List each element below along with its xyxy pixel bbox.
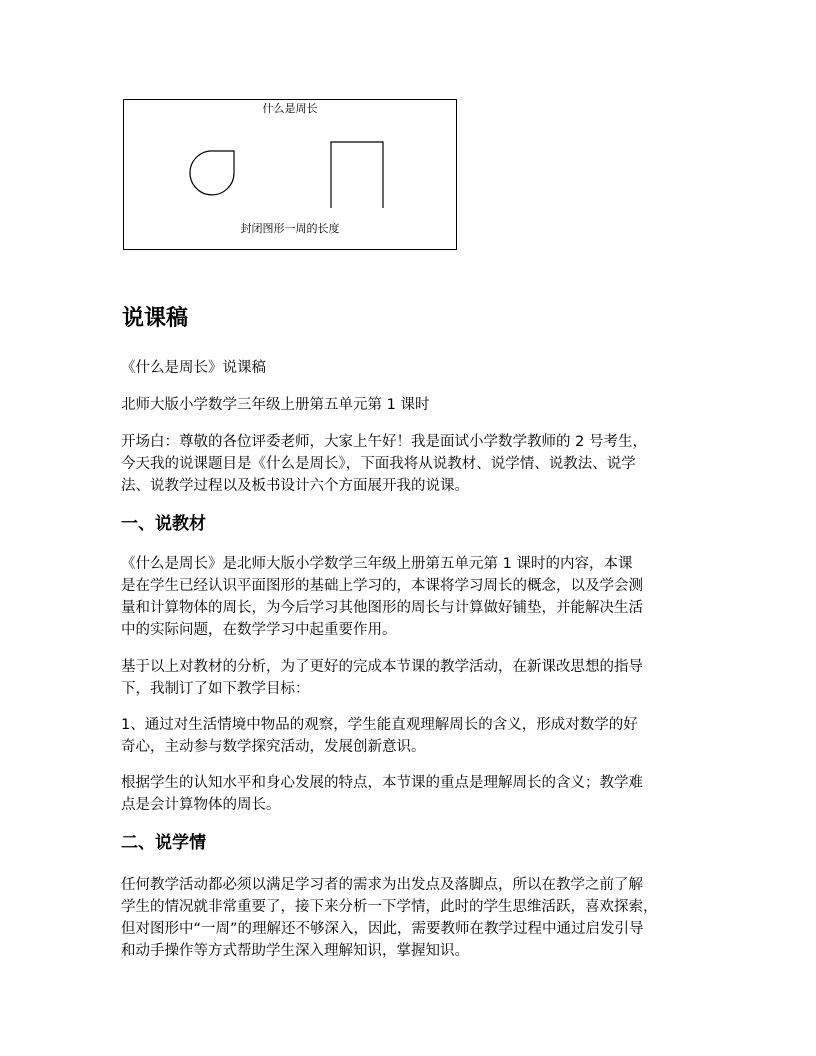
textbook-paragraph-line: 是在学生已经认识平面图形的基础上学习的，本课将学习周长的概念，以及学会测 [121, 578, 643, 594]
figure-caption: 封闭图形一周的长度 [240, 222, 340, 235]
learners-paragraph-line: 但对图形中“一周”的理解还不够深入，因此，需要教师在教学过程中通过启发引导 [121, 921, 644, 937]
section-heading-learners: 二、说学情 [121, 833, 206, 853]
lesson-title-line: 《什么是周长》说课稿 [121, 360, 266, 376]
textbook-info-line: 北师大版小学数学三年级上册第五单元第 1 课时 [121, 397, 430, 413]
goal-item-line: 1、通过对生活情境中物品的观察，学生能直观理解周长的含义，形成对数学的好 [121, 717, 638, 733]
textbook-paragraph-line: 《什么是周长》是北师大版小学数学三年级上册第五单元第 1 课时的内容，本课 [121, 556, 633, 572]
diagram-figure [123, 99, 457, 250]
section-heading-textbook: 一、说教材 [121, 514, 206, 534]
goals-intro-line: 下，我制订了如下教学目标： [121, 681, 310, 697]
page-title: 说课稿 [122, 306, 189, 331]
intro-paragraph-line: 今天我的说课题目是《什么是周长》，下面我将从说教材、说学情、说教法、说学 [121, 456, 636, 472]
learners-paragraph-line: 任何教学活动都必须以满足学习者的需求为出发点及落脚点，所以在教学之前了解 [121, 877, 643, 893]
textbook-paragraph-line: 中的实际问题，在数学学习中起重要作用。 [121, 622, 397, 638]
goal-item-line: 奇心，主动参与数学探究活动，发展创新意识。 [121, 739, 426, 755]
key-points-line: 点是会计算物体的周长。 [121, 797, 281, 813]
learners-paragraph-line: 学生的情况就非常重要了，接下来分析一下学情，此时的学生思维活跃，喜欢探索， [121, 899, 658, 915]
textbook-paragraph-line: 量和计算物体的周长，为今后学习其他图形的周长与计算做好铺垫，并能解决生活 [121, 600, 643, 616]
figure-title: 什么是周长 [262, 102, 318, 115]
learners-paragraph-line: 和动手操作等方式帮助学生深入理解知识，掌握知识。 [121, 943, 469, 959]
key-points-line: 根据学生的认知水平和身心发展的特点，本节课的重点是理解周长的含义；教学难 [121, 775, 643, 791]
intro-paragraph-line: 法、说教学过程以及板书设计六个方面展开我的说课。 [121, 478, 469, 494]
closed-teardrop-shape [190, 151, 234, 195]
goals-intro-line: 基于以上对教材的分析，为了更好的完成本节课的教学活动，在新课改思想的指导 [121, 659, 643, 675]
intro-paragraph-line: 开场白：尊敬的各位评委老师，大家上午好！我是面试小学数学教师的 2 号考生， [121, 434, 647, 450]
open-rectangle-shape [331, 142, 383, 208]
